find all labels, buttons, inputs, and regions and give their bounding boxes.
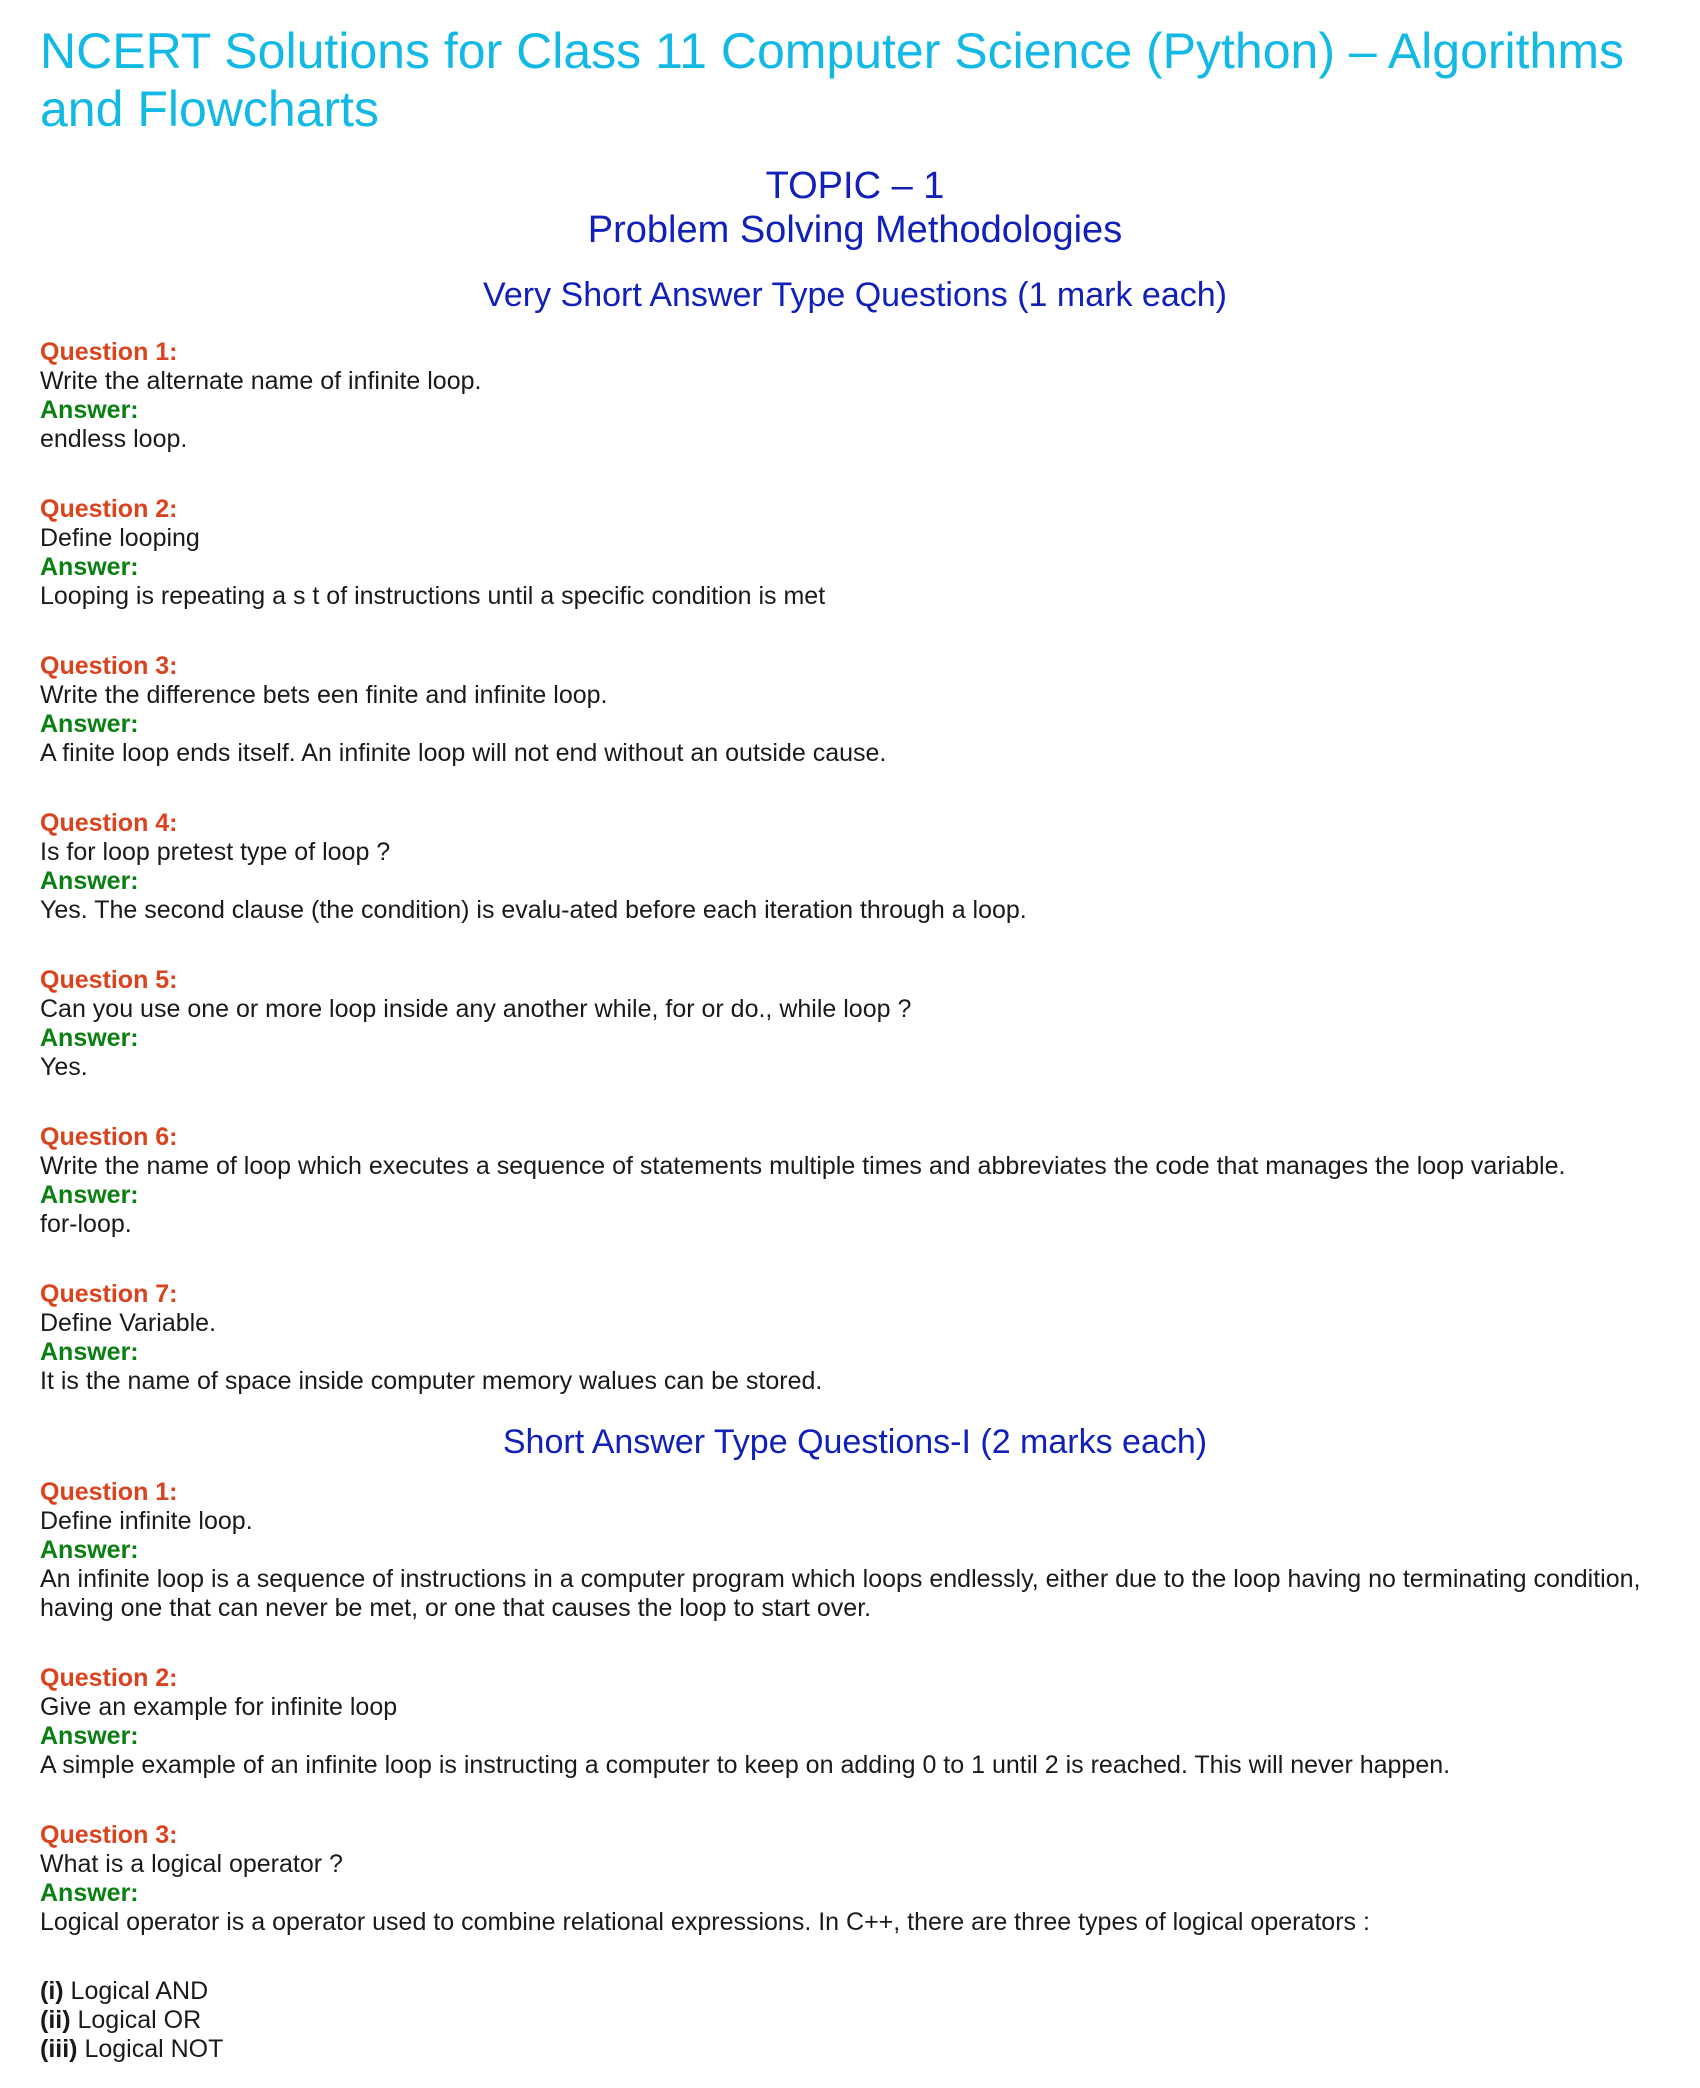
answer-label: Answer: (40, 553, 139, 581)
list-item (40, 1977, 1670, 2006)
section-title-short-answer: Short Answer Type Questions-I (2 marks each) (502, 1423, 1208, 1461)
topic-title: Problem Solving Methodologies (587, 209, 1123, 251)
logical-operator-list (40, 1977, 1670, 2064)
list-item-text: Logical NOT (77, 2035, 224, 2063)
question-text: Can you use one or more loop inside any another while, for or do., while loop ? (40, 995, 912, 1023)
question-label: Question 5: (40, 966, 178, 994)
question-text: What is a logical operator ? (40, 1850, 343, 1878)
list-item (40, 2035, 1670, 2064)
question-text: Write the alternate name of infinite loop. (40, 367, 482, 395)
question-item (40, 966, 1670, 1082)
question-item (40, 1478, 1670, 1623)
question-item (40, 1821, 1670, 1937)
answer-label: Answer: (40, 867, 139, 895)
question-label: Question 7: (40, 1280, 178, 1308)
document-page (40, 0, 1670, 2064)
question-item (40, 1664, 1670, 1780)
list-item-number: (ii) (40, 2006, 71, 2034)
question-item (40, 495, 1670, 611)
answer-text: It is the name of space inside computer memory walues can be stored. (40, 1367, 823, 1395)
question-label: Question 2: (40, 495, 178, 523)
question-text: Define looping (40, 524, 200, 552)
topic-header (40, 164, 1670, 252)
question-item (40, 809, 1670, 925)
question-label: Question 2: (40, 1664, 178, 1692)
question-text: Define infinite loop. (40, 1507, 253, 1535)
question-text: Write the difference bets een finite and infinite loop. (40, 681, 608, 709)
section-title-very-short: Very Short Answer Type Questions (1 mark each) (483, 276, 1227, 314)
answer-text: A finite loop ends itself. An infinite loop will not end without an outside cause. (40, 739, 887, 767)
question-label: Question 3: (40, 1821, 178, 1849)
question-list-short-answer (40, 1478, 1670, 1937)
answer-label: Answer: (40, 1181, 139, 1209)
answer-label: Answer: (40, 1722, 139, 1750)
answer-text: Yes. The second clause (the condition) is evalu-ated before each iteration through a loop. (40, 896, 1027, 924)
document-title: NCERT Solutions for Class 11 Computer Science (Python) – Algorithms and Flowcharts (40, 23, 1625, 137)
question-label: Question 3: (40, 652, 178, 680)
question-text: Is for loop pretest type of loop ? (40, 838, 391, 866)
answer-label: Answer: (40, 1338, 139, 1366)
answer-text: endless loop. (40, 425, 188, 453)
answer-label: Answer: (40, 1879, 139, 1907)
answer-text: Yes. (40, 1053, 88, 1081)
question-item (40, 1280, 1670, 1396)
list-item-text: Logical OR (70, 2006, 202, 2034)
answer-label: Answer: (40, 1536, 139, 1564)
question-text: Write the name of loop which executes a sequence of statements multiple times and abbreviates the code that manages the loop variable. (40, 1152, 1566, 1180)
answer-text: for-loop. (40, 1210, 132, 1238)
answer-label: Answer: (40, 1024, 139, 1052)
question-label: Question 6: (40, 1123, 178, 1151)
list-item (40, 2006, 1670, 2035)
question-item (40, 1123, 1670, 1239)
question-item (40, 338, 1670, 454)
question-item (40, 652, 1670, 768)
list-item-number: (iii) (40, 2035, 78, 2063)
question-text: Give an example for infinite loop (40, 1693, 398, 1721)
question-label: Question 1: (40, 1478, 178, 1506)
answer-text: Logical operator is a operator used to combine relational expressions. In C++, there are three types of logical operators : (40, 1908, 1370, 1936)
answer-label: Answer: (40, 710, 139, 738)
list-item-number: (i) (40, 1977, 64, 2005)
question-list-very-short (40, 338, 1670, 1396)
answer-text: An infinite loop is a sequence of instructions in a computer program which loops endlessly, either due to the loop having no terminating condition, having one that can never be met, or one that causes the loop to start over. (40, 1565, 1641, 1622)
question-label: Question 1: (40, 338, 178, 366)
answer-label: Answer: (40, 396, 139, 424)
topic-label: TOPIC – 1 (765, 165, 945, 207)
answer-text: A simple example of an infinite loop is instructing a computer to keep on adding 0 to 1 until 2 is reached. This will never happen. (40, 1751, 1451, 1779)
question-label: Question 4: (40, 809, 178, 837)
answer-text: Looping is repeating a s t of instructions until a specific condition is met (40, 582, 826, 610)
list-item-text: Logical AND (63, 1977, 209, 2005)
question-text: Define Variable. (40, 1309, 217, 1337)
